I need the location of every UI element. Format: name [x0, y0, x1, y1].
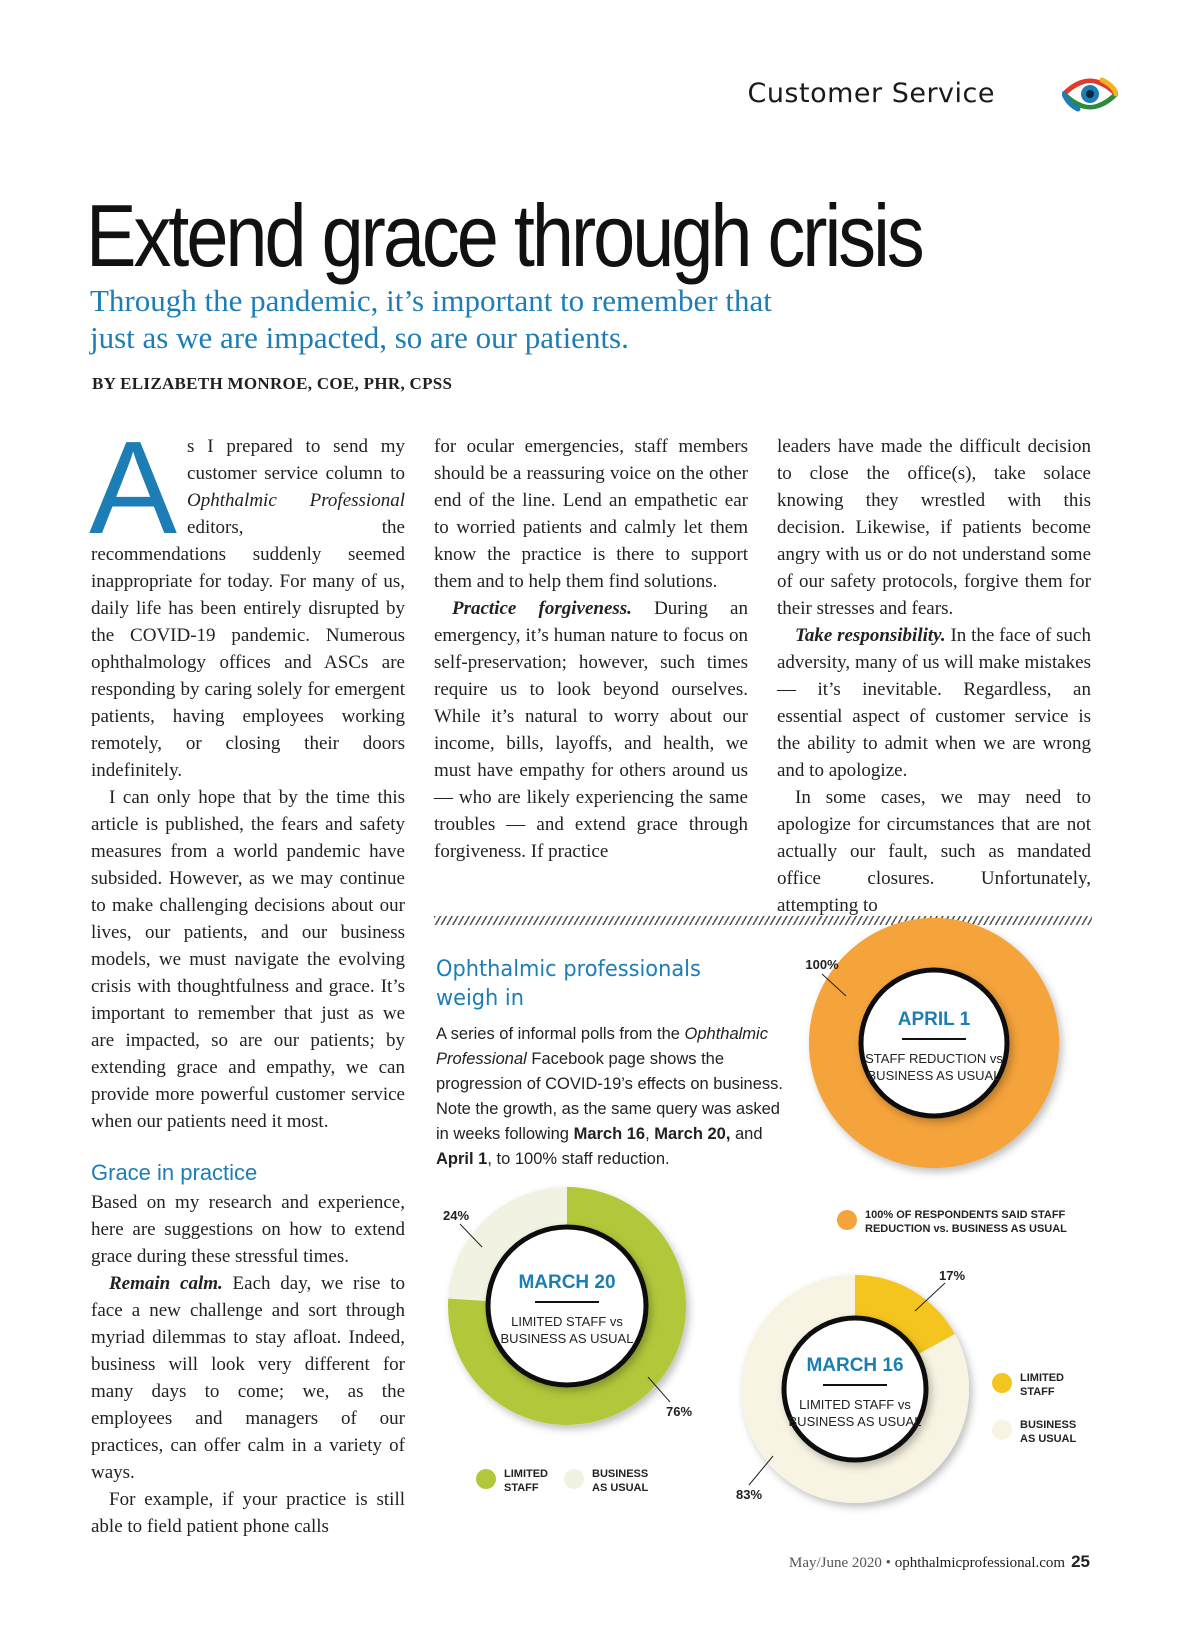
legend-limited-staff-label: STAFF — [1020, 1386, 1055, 1398]
legend-business-as-usual-swatch — [992, 1420, 1012, 1440]
paragraph: In some cases, we may need to apologize for circumstances that are not actually our fault, such as mandated office closures. Unfortunately, attempting to — [777, 787, 1091, 916]
legend-limited-staff-label: LIMITED — [1020, 1372, 1064, 1384]
legend-business-as-usual-label: BUSINESS — [1020, 1419, 1077, 1431]
paragraph: for ocular emergencies, staff members should be a reassuring voice on the other end of the line. Lend an empathetic ear to worried patients and calmly let them know the practice is there to support them and to help them find solutions. — [434, 436, 748, 592]
pie-subtitle: LIMITED STAFF vs — [511, 1314, 623, 1329]
legend-business-as-usual-label: AS USUAL — [592, 1482, 649, 1494]
article-dek: Through the pandemic, it’s important to remember that just as we are impacted, so are our patients. — [90, 283, 772, 355]
page-footer: May/June 2020 • ophthalmicprofessional.com 25 — [789, 1552, 1090, 1571]
legend-limited-staff-label: STAFF — [504, 1482, 539, 1494]
pie-title: MARCH 16 — [806, 1355, 904, 1376]
pie-subtitle: LIMITED STAFF vs — [799, 1397, 911, 1412]
legend-business-as-usual-label: AS USUAL — [1020, 1433, 1077, 1445]
data-label: 83% — [735, 1487, 763, 1502]
paragraph: For example, if your practice is still able to field patient phone calls — [91, 1489, 405, 1537]
chart-april-1 — [805, 918, 1067, 1235]
page-number: 25 — [1071, 1552, 1090, 1571]
legend-business-as-usual-swatch — [564, 1469, 584, 1489]
pie-subtitle: BUSINESS AS USUAL — [867, 1068, 1001, 1083]
pie-subtitle: STAFF REDUCTION vs — [865, 1051, 1003, 1066]
infographic-title: Ophthalmic professionals weigh in — [436, 957, 701, 1011]
drop-cap: A — [89, 414, 178, 561]
data-label: 24% — [442, 1208, 470, 1223]
byline: BY ELIZABETH MONROE, COE, PHR, CPSS — [92, 374, 453, 393]
data-label: 100% — [805, 957, 839, 972]
legend-limited-staff-swatch — [992, 1373, 1012, 1393]
legend-staff-reduction-label: 100% OF RESPONDENTS SAID STAFF — [865, 1209, 1066, 1221]
paragraph: Take responsibility. In the face of such adversity, many of us will make mistakes — it’s inevitable. Regardless, an essential aspect of customer service is the ability to admit when we are wrong and to apologize. — [777, 625, 1091, 781]
legend-staff-reduction-label: REDUCTION vs. BUSINESS AS USUAL — [865, 1223, 1067, 1235]
pie-center — [784, 1318, 926, 1460]
paragraph: Based on my research and experience, here are suggestions on how to extend grace during these stressful times. — [91, 1192, 405, 1267]
legend-limited-staff-swatch — [476, 1469, 496, 1489]
article-title: Extend grace through crisis — [86, 186, 922, 285]
legend-limited-staff-label: LIMITED — [504, 1468, 548, 1480]
chart-march-16 — [736, 1268, 1077, 1503]
leader-line — [749, 1456, 773, 1485]
subhead: Grace in practice — [91, 1160, 258, 1185]
pie-subtitle: BUSINESS AS USUAL — [788, 1414, 922, 1429]
legend-business-as-usual-label: BUSINESS — [592, 1468, 649, 1480]
chart-march-20 — [443, 1187, 692, 1494]
paragraph: leaders have made the difficult decision to close the office(s), take solace knowing they wrestled with this decision. Likewise, if patients become angry with us or do not understand some of our safety protocols, forgive them for their stresses and fears. — [777, 436, 1091, 619]
pie-subtitle: BUSINESS AS USUAL — [500, 1331, 634, 1346]
section-label: Customer Service — [747, 78, 995, 109]
data-label: 76% — [665, 1404, 693, 1419]
data-label: 17% — [938, 1268, 966, 1283]
pie-center — [488, 1227, 646, 1385]
paragraph: I can only hope that by the time this article is published, the fears and safety measures from a world pandemic have subsided. However, as we may continue to make challenging decisions about our lives, our patients, and our business models, we must navigate the evolving crisis with thoughtfulness and grace. It’s important to remember that just as we are impacted, so are our patients; by extending grace and empathy, we can provide more powerful customer service when our patients need it most. — [91, 787, 405, 1132]
pie-title: APRIL 1 — [897, 1009, 971, 1030]
pie-center — [861, 970, 1007, 1116]
legend-staff-reduction-swatch — [837, 1210, 857, 1230]
paragraph: s I prepared to send my customer service column to Ophthalmic Professional editors, the recommendations suddenly seemed inappropriate for today. For many of us, daily life has been entirely disrupted by the COVID-19 pandemic. Numerous ophthalmology offices and ASCs are responding by caring solely for emergent patients, having employees working remotely, or closing their doors indefinitely. — [91, 436, 405, 781]
pie-title: MARCH 20 — [518, 1272, 616, 1293]
infographic-description: A series of informal polls from the Ophthalmic Professional Facebook page shows the progression of COVID-19’s effects on business. Note the growth, as the same query was asked in weeks following March 16, March 20, and April 1, to 100% staff reduction. — [436, 1025, 783, 1168]
paragraph: Remain calm. Each day, we rise to face a new challenge and sort through myriad dilemmas to stay afloat. Indeed, business will look very different for many days to come; we, as the employees and managers of our practices, can offer calm in a variety of ways. — [91, 1273, 405, 1483]
paragraph: Practice forgiveness. During an emergency, it’s human nature to focus on self-preservation; however, such times require us to look beyond ourselves. While it’s natural to worry about our income, bills, layoffs, and health, we must have empathy for others around us — who are likely experiencing the same troubles — and extend grace through forgiveness. If practice — [434, 598, 748, 862]
